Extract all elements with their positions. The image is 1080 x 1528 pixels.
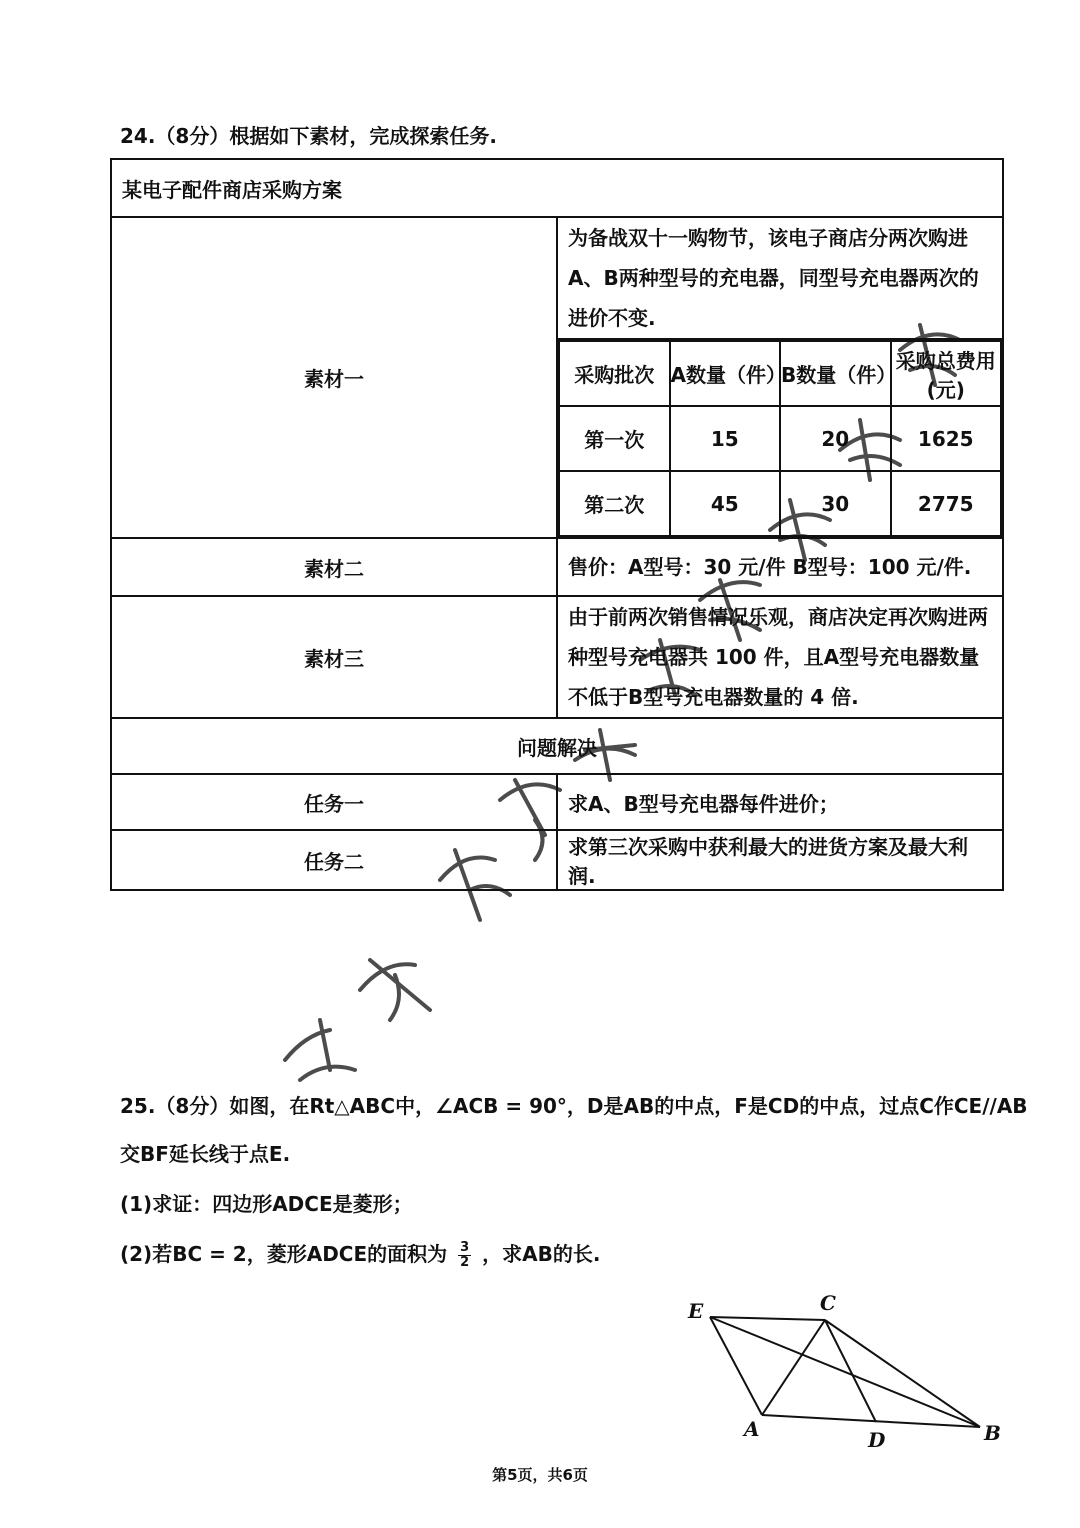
section-title: 问题解决: [111, 718, 1003, 774]
segment-cd: [825, 1320, 876, 1422]
task-2-text: 求第三次采购中获利最大的进货方案及最大利润.: [557, 830, 1003, 890]
inner-header-row: [559, 341, 1001, 406]
material-2-label: 素材二: [111, 538, 557, 596]
inner-row-first: [559, 406, 1001, 471]
question-25-line-1: 25.（8分）如图，在Rt△ABC中，∠ACB = 90°，D是AB的中点，F是CD的中点，过点C作CE//AB: [120, 1094, 1028, 1118]
purchase-plan-table: [110, 158, 1004, 891]
question-24-header: 24.（8分）根据如下素材，完成探索任务.: [120, 124, 497, 148]
page-footer: 第5页，共6页: [492, 1466, 588, 1484]
task-1-row: [111, 774, 1003, 830]
inner-cell: 第一次: [559, 406, 670, 471]
part-2-text-a: (2)若BC = 2，菱形ADCE的面积为: [120, 1242, 448, 1266]
material-3-row: [111, 596, 1003, 718]
label-d: D: [868, 1428, 886, 1452]
inner-cell: 20: [780, 406, 891, 471]
label-b: B: [984, 1421, 1001, 1445]
material-1-text-row: [111, 217, 1003, 339]
inner-header-total: 采购总费用(元): [891, 341, 1002, 406]
material-1-text: 为备战双十一购物节，该电子商店分两次购进A、B两种型号的充电器，同型号充电器两次的进价不变.: [557, 217, 1003, 339]
inner-header-batch: 采购批次: [559, 341, 670, 406]
material-2-row: [111, 538, 1003, 596]
purchase-batch-table: [558, 340, 1002, 537]
question-25-line-2: 交BF延长线于点E.: [120, 1142, 291, 1166]
task-1-text: 求A、B型号充电器每件进价；: [557, 774, 1003, 830]
segment-ec: [710, 1317, 825, 1320]
segment-ab: [762, 1415, 980, 1427]
inner-header-a-qty: A数量（件）: [670, 341, 781, 406]
label-c: C: [820, 1291, 836, 1315]
inner-cell: 15: [670, 406, 781, 471]
segment-ea: [710, 1317, 762, 1415]
fraction-numerator: 3: [460, 1240, 470, 1255]
fraction-denominator: 2: [460, 1255, 470, 1270]
rhombus-figure: [680, 1290, 1010, 1460]
task-2-row: [111, 830, 1003, 890]
inner-cell: 30: [780, 471, 891, 536]
inner-row-second: [559, 471, 1001, 536]
task-1-label: 任务一: [111, 774, 557, 830]
question-25-part-1: (1)求证：四边形ADCE是菱形；: [120, 1192, 413, 1216]
inner-cell: 1625: [891, 406, 1002, 471]
part-2-text-b: ，求AB的长.: [482, 1242, 601, 1266]
material-1-table-cell: [557, 339, 1003, 538]
material-1-label: 素材一: [111, 217, 557, 538]
inner-cell: 2775: [891, 471, 1002, 536]
inner-header-b-qty: B数量（件）: [780, 341, 891, 406]
section-row: [111, 718, 1003, 774]
material-3-text: 由于前两次销售情况乐观，商店决定再次购进两种型号充电器共 100 件，且A型号充电器数量不低于B型号充电器数量的 4 倍.: [557, 596, 1003, 718]
segment-ca: [762, 1320, 825, 1415]
inner-cell: 第二次: [559, 471, 670, 536]
label-e: E: [688, 1299, 704, 1323]
table-title-row: [111, 159, 1003, 217]
material-2-text: 售价：A型号：30 元/件 B型号：100 元/件.: [557, 538, 1003, 596]
material-3-label: 素材三: [111, 596, 557, 718]
table-title: 某电子配件商店采购方案: [111, 159, 1003, 217]
question-25-part-2: [120, 1238, 600, 1270]
task-2-label: 任务二: [111, 830, 557, 890]
inner-cell: 45: [670, 471, 781, 536]
fraction: [458, 1241, 471, 1270]
label-a: A: [744, 1417, 760, 1441]
